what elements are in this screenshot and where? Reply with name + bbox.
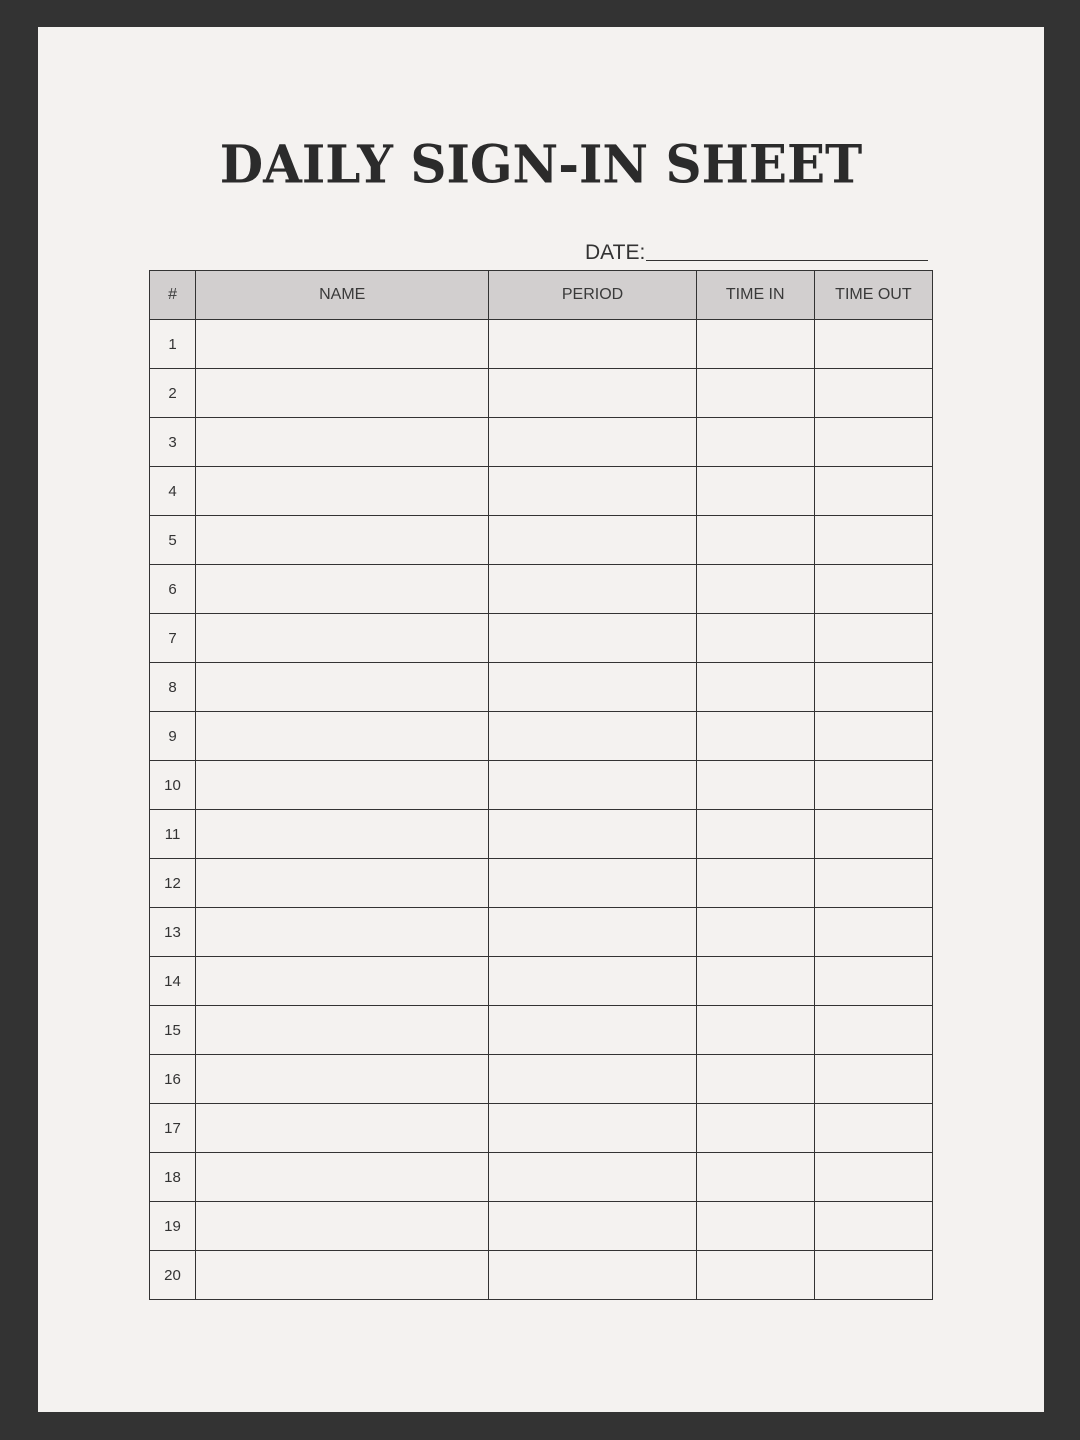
name-cell[interactable] <box>196 565 489 614</box>
period-cell[interactable] <box>489 516 696 565</box>
table-row <box>150 859 933 908</box>
time-in-cell[interactable] <box>696 1006 814 1055</box>
name-cell[interactable] <box>196 810 489 859</box>
name-cell[interactable] <box>196 320 489 369</box>
time-in-cell[interactable] <box>696 418 814 467</box>
table-row <box>150 565 933 614</box>
row-number: 6 <box>150 565 196 614</box>
name-cell[interactable] <box>196 1153 489 1202</box>
period-cell[interactable] <box>489 761 696 810</box>
header-name: NAME <box>196 271 489 320</box>
row-number: 14 <box>150 957 196 1006</box>
table-row <box>150 712 933 761</box>
row-number: 10 <box>150 761 196 810</box>
row-number: 2 <box>150 369 196 418</box>
period-cell[interactable] <box>489 1251 696 1300</box>
table-row <box>150 1006 933 1055</box>
name-cell[interactable] <box>196 1006 489 1055</box>
time-out-cell[interactable] <box>814 418 932 467</box>
table-row <box>150 320 933 369</box>
row-number: 15 <box>150 1006 196 1055</box>
name-cell[interactable] <box>196 1055 489 1104</box>
name-cell[interactable] <box>196 908 489 957</box>
time-out-cell[interactable] <box>814 1251 932 1300</box>
row-number: 11 <box>150 810 196 859</box>
time-in-cell[interactable] <box>696 663 814 712</box>
time-out-cell[interactable] <box>814 1202 932 1251</box>
row-number: 16 <box>150 1055 196 1104</box>
row-number: 19 <box>150 1202 196 1251</box>
table-row <box>150 957 933 1006</box>
name-cell[interactable] <box>196 614 489 663</box>
time-in-cell[interactable] <box>696 320 814 369</box>
period-cell[interactable] <box>489 565 696 614</box>
name-cell[interactable] <box>196 418 489 467</box>
time-in-cell[interactable] <box>696 1202 814 1251</box>
date-blank-line <box>646 259 928 261</box>
time-out-cell[interactable] <box>814 712 932 761</box>
time-out-cell[interactable] <box>814 957 932 1006</box>
row-number: 1 <box>150 320 196 369</box>
time-in-cell[interactable] <box>696 565 814 614</box>
row-number: 13 <box>150 908 196 957</box>
time-in-cell[interactable] <box>696 516 814 565</box>
time-out-cell[interactable] <box>814 320 932 369</box>
period-cell[interactable] <box>489 1104 696 1153</box>
time-in-cell[interactable] <box>696 1153 814 1202</box>
table-row <box>150 418 933 467</box>
time-in-cell[interactable] <box>696 957 814 1006</box>
period-cell[interactable] <box>489 1153 696 1202</box>
table-row <box>150 516 933 565</box>
time-in-cell[interactable] <box>696 1251 814 1300</box>
time-out-cell[interactable] <box>814 614 932 663</box>
table-row <box>150 1251 933 1300</box>
time-in-cell[interactable] <box>696 712 814 761</box>
time-in-cell[interactable] <box>696 761 814 810</box>
time-out-cell[interactable] <box>814 467 932 516</box>
date-field <box>585 235 928 265</box>
row-number: 17 <box>150 1104 196 1153</box>
period-cell[interactable] <box>489 1055 696 1104</box>
name-cell[interactable] <box>196 957 489 1006</box>
time-out-cell[interactable] <box>814 1055 932 1104</box>
time-in-cell[interactable] <box>696 1055 814 1104</box>
period-cell[interactable] <box>489 908 696 957</box>
period-cell[interactable] <box>489 614 696 663</box>
header-time-out: TIME OUT <box>814 271 932 320</box>
row-number: 8 <box>150 663 196 712</box>
row-number: 3 <box>150 418 196 467</box>
sign-in-table <box>149 270 933 1300</box>
header-period: PERIOD <box>489 271 696 320</box>
period-cell[interactable] <box>489 810 696 859</box>
period-cell[interactable] <box>489 369 696 418</box>
period-cell[interactable] <box>489 418 696 467</box>
period-cell[interactable] <box>489 467 696 516</box>
table-row <box>150 1055 933 1104</box>
time-in-cell[interactable] <box>696 467 814 516</box>
table-row <box>150 614 933 663</box>
header-time-in: TIME IN <box>696 271 814 320</box>
date-label: DATE: <box>585 241 646 264</box>
sign-in-sheet <box>38 27 1044 1412</box>
table-row <box>150 663 933 712</box>
row-number: 9 <box>150 712 196 761</box>
period-cell[interactable] <box>489 712 696 761</box>
time-out-cell[interactable] <box>814 369 932 418</box>
table-row <box>150 369 933 418</box>
time-in-cell[interactable] <box>696 614 814 663</box>
period-cell[interactable] <box>489 320 696 369</box>
name-cell[interactable] <box>196 1104 489 1153</box>
time-in-cell[interactable] <box>696 859 814 908</box>
time-in-cell[interactable] <box>696 908 814 957</box>
time-out-cell[interactable] <box>814 859 932 908</box>
table-row <box>150 908 933 957</box>
row-number: 7 <box>150 614 196 663</box>
table-row <box>150 467 933 516</box>
name-cell[interactable] <box>196 369 489 418</box>
table-row <box>150 810 933 859</box>
time-in-cell[interactable] <box>696 810 814 859</box>
name-cell[interactable] <box>196 859 489 908</box>
row-number: 5 <box>150 516 196 565</box>
row-number: 18 <box>150 1153 196 1202</box>
time-out-cell[interactable] <box>814 761 932 810</box>
page-title: DAILY SIGN-IN SHEET <box>219 133 863 196</box>
name-cell[interactable] <box>196 1202 489 1251</box>
time-out-cell[interactable] <box>814 1006 932 1055</box>
time-out-cell[interactable] <box>814 565 932 614</box>
time-out-cell[interactable] <box>814 663 932 712</box>
table-row <box>150 761 933 810</box>
name-cell[interactable] <box>196 1251 489 1300</box>
time-out-cell[interactable] <box>814 1104 932 1153</box>
table-row <box>150 1104 933 1153</box>
time-in-cell[interactable] <box>696 1104 814 1153</box>
name-cell[interactable] <box>196 516 489 565</box>
name-cell[interactable] <box>196 761 489 810</box>
table-body <box>150 320 933 1300</box>
row-number: 12 <box>150 859 196 908</box>
period-cell[interactable] <box>489 1006 696 1055</box>
name-cell[interactable] <box>196 712 489 761</box>
row-number: 4 <box>150 467 196 516</box>
name-cell[interactable] <box>196 663 489 712</box>
period-cell[interactable] <box>489 663 696 712</box>
time-out-cell[interactable] <box>814 810 932 859</box>
table-header-row <box>150 271 933 320</box>
time-out-cell[interactable] <box>814 1153 932 1202</box>
period-cell[interactable] <box>489 957 696 1006</box>
time-out-cell[interactable] <box>814 516 932 565</box>
table-row <box>150 1153 933 1202</box>
period-cell[interactable] <box>489 1202 696 1251</box>
header-number: # <box>150 271 196 320</box>
name-cell[interactable] <box>196 467 489 516</box>
table-row <box>150 1202 933 1251</box>
row-number: 20 <box>150 1251 196 1300</box>
time-in-cell[interactable] <box>696 369 814 418</box>
time-out-cell[interactable] <box>814 908 932 957</box>
period-cell[interactable] <box>489 859 696 908</box>
